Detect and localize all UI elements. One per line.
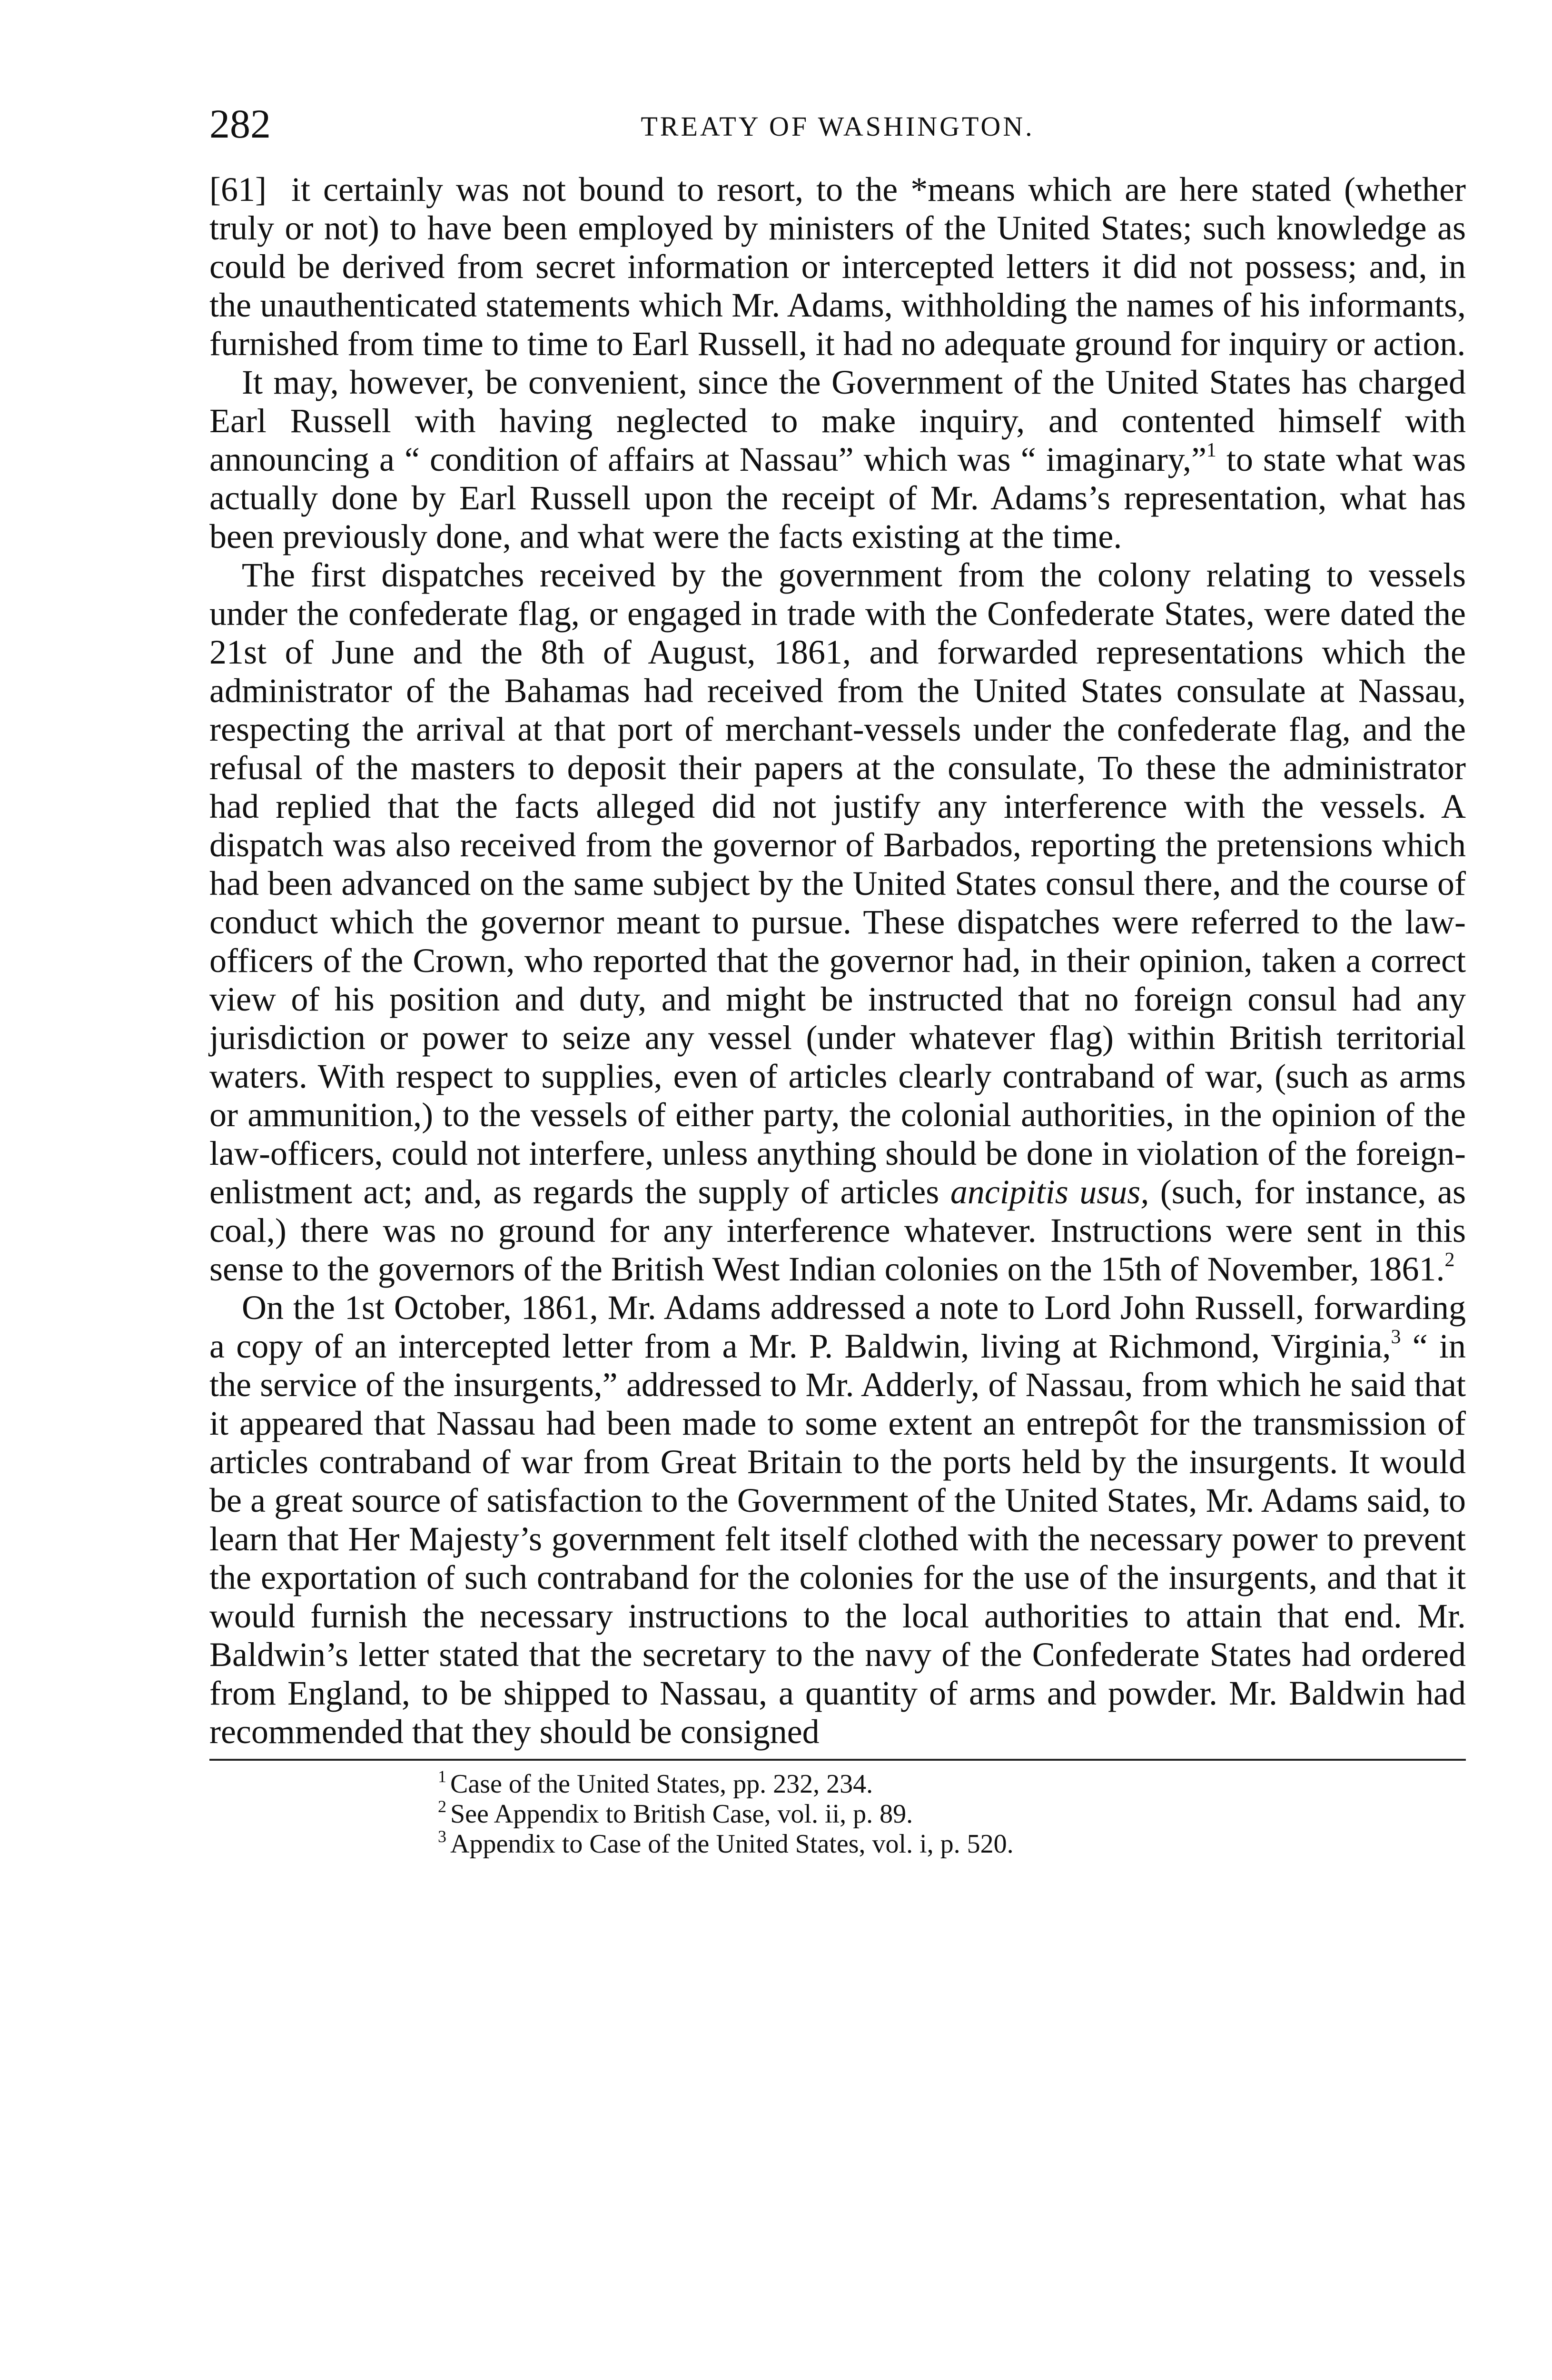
footnote-ref-1: 1: [1206, 439, 1216, 461]
paragraph-1-text: it certainly was not bound to resort, to the *means which are here stated (whether truly or not) to have been employed by ministers of the United States; such knowledge as could be derived from secret information or intercepted letters it did not possess; and, in the unauthenticated statements which Mr. Adams, withholding the names of his informants, furnished from time to time to Earl Russell, it had no adequate ground for inquiry or action.: [209, 170, 1466, 363]
paragraph-3-text-a: The first dispatches received by the government from the colony relating to vessels under the confederate flag, or engaged in trade with the Confederate States, were dated the 21st of June and the 8th of August, 1861, and forwarded representations which the administrator of the Bahamas had received from the United States consulate at Nassau, respecting the arrival at that port of merchant-vessels under the confederate flag, and the refusal of the masters to deposit their papers at the consulate, To these the administrator had replied that the facts alleged did not justify any interference with the vessels. A dispatch was also received from the governor of Barbados, reporting the pretensions which had been advanced on the same subject by the United States consul there, and the course of conduct which the governor meant to pursue. These dispatches were referred to the law-officers of the Crown, who reported that the governor had, in their opinion, taken a correct view of his position and duty, and might be instructed that no foreign consul had any jurisdiction or power to seize any vessel (under whatever flag) within British territorial waters. With respect to supplies, even of articles clearly contraband of war, (such as arms or ammunition,) to the vessels of either party, the colonial authorities, in the opinion of the law-officers, could not interfere, unless anything should be done in violation of the foreign-enlistment act; and, as regards the supply of articles: [209, 556, 1466, 1211]
paragraph-3-italic-term: ancipitis usus,: [950, 1173, 1149, 1211]
paragraph-2-text-a: It may, however, be convenient, since the Government of the United States has charged Earl Russell with having neglected to make inquiry, and contented himself with announcing a “ condition of affairs at Nassau” which was “ imaginary,”: [209, 363, 1466, 478]
page: [209, 100, 1466, 1859]
footnote-ref-3: 3: [1391, 1326, 1401, 1348]
paragraph-2: [209, 363, 1466, 556]
footnote-text: See Appendix to British Case, vol. ii, p. 89.: [450, 1799, 913, 1829]
paragraph-4: [209, 1289, 1466, 1751]
footnote-text: Case of the United States, pp. 232, 234.: [450, 1769, 873, 1799]
paragraph-3: [209, 556, 1466, 1289]
footnote: [438, 1829, 1466, 1859]
footnote: [438, 1769, 1466, 1799]
footnote-marker: 3: [438, 1827, 446, 1846]
body-text: [209, 170, 1466, 1751]
footnote-marker: 2: [438, 1797, 446, 1816]
paragraph-4-text-b: “ in the service of the insurgents,” addressed to Mr. Adderly, of Nassau, from which he said that it appeared that Nassau had been made to some extent an entrepôt for the transmission of articles contraband of war from Great Britain to the ports held by the insurgents. It would be a great source of satisfaction to the Government of the United States, Mr. Adams said, to learn that Her Majesty’s government felt itself clothed with the necessary power to prevent the exportation of such contraband for the colonies for the use of the insurgents, and that it would furnish the necessary instructions to the local authorities to attain that end. Mr. Baldwin’s letter stated that the secretary to the navy of the Confederate States had ordered from England, to be shipped to Nassau, a quantity of arms and powder. Mr. Baldwin had recommended that they should be consigned: [209, 1327, 1466, 1751]
paragraph-3-text-b: (such, for instance, as coal,) there was no ground for any interference whatever. Instructions were sent in this sense to the governors of the British West Indian colonies on the 15th of November, 1861.: [209, 1173, 1466, 1288]
footnote-marker: 1: [438, 1767, 446, 1786]
paragraph-1: [209, 170, 1466, 363]
footnote: [438, 1799, 1466, 1829]
page-number: 282: [209, 101, 271, 147]
paragraph-2-text-b: to state what was actually done by Earl Russell upon the receipt of Mr. Adams’s representation, what has been previously done, and what were the facts existing at the time.: [209, 440, 1466, 555]
running-head: [209, 100, 1466, 148]
footnotes: [209, 1769, 1466, 1859]
margin-reference: [61]: [209, 170, 267, 208]
footnote-ref-2: 2: [1444, 1249, 1455, 1271]
footnote-text: Appendix to Case of the United States, vol. i, p. 520.: [450, 1829, 1014, 1859]
footnote-divider: [209, 1759, 1466, 1761]
paragraph-4-text-a: On the 1st October, 1861, Mr. Adams addressed a note to Lord John Russell, forwarding a copy of an intercepted letter from a Mr. P. Baldwin, living at Richmond, Virginia,: [209, 1289, 1466, 1365]
running-title: TREATY OF WASHINGTON.: [641, 111, 1035, 142]
